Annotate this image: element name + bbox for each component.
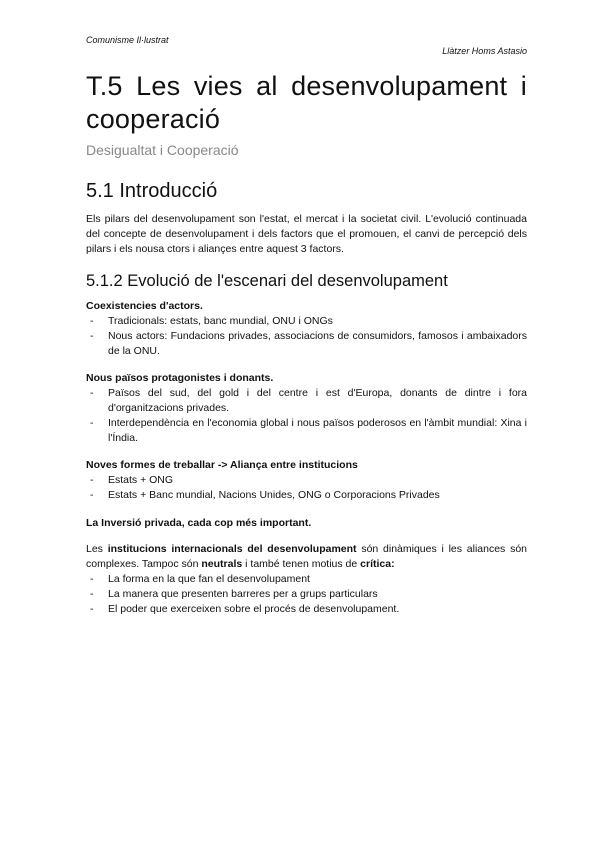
intro-paragraph: Els pilars del desenvolupament son l'estat, el mercat i la societat civil. L'evolució continuada del concepte de desenvolupament i dels factors que el promouen, el canvi de percepció dels pilars i els nousa ctors i aliançes entre aquest 3 factors.	[86, 213, 527, 255]
list-item: - Interdependència en l'economia global i nous països poderosos en l'àmbit mundial: Xina i l'Índia.	[86, 416, 527, 446]
institucions-bold-2: neutrals	[201, 558, 243, 570]
list-item: - El poder que exerceixen sobre el procés de desenvolupament.	[86, 602, 527, 617]
institucions-text-3: i també tenen motius de	[242, 558, 361, 570]
page-content	[86, 70, 527, 617]
list-item: - La manera que presenten barreres per a grups particulars	[86, 587, 527, 602]
paisos-list	[86, 386, 527, 446]
actors-title: Coexistencies d'actors.	[86, 300, 203, 312]
institucions-bold-1: institucions internacionals del desenvolupament	[107, 543, 357, 555]
subsection-heading: 5.1.2 Evolució de l'escenari del desenvolupament	[86, 272, 448, 290]
list-item: - Estats + ONG	[86, 473, 527, 488]
header-document-name: Comunisme Il·lustrat	[86, 35, 169, 45]
formes-list	[86, 473, 527, 503]
institucions-bold-3: crítica:	[360, 558, 395, 570]
list-item: - La forma en la que fan el desenvolupament	[86, 572, 527, 587]
list-item: - Nous actors: Fundacions privades, associacions de consumidors, famosos i ambaixadors de la ONU.	[86, 329, 527, 359]
actors-list	[86, 314, 527, 359]
list-item: - Estats + Banc mundial, Nacions Unides, ONG o Corporacions Privades	[86, 488, 527, 503]
institucions-text-2: són dinàmiques i les aliances són complexes. Tampoc són	[86, 543, 527, 570]
page-title: T.5 Les vies al desenvolupament i cooperació	[86, 71, 527, 134]
institucions-text-1: Les	[86, 543, 108, 555]
paisos-title: Nous països protagonistes i donants.	[86, 372, 274, 384]
inversio-title: La Inversió privada, cada cop més important.	[86, 517, 312, 529]
institucions-list	[86, 572, 527, 617]
page-subtitle: Desigualtat i Cooperació	[86, 142, 239, 158]
header-author: Llàtzer Homs Astasio	[442, 46, 527, 56]
list-item: - Països del sud, del gold i del centre i est d'Europa, donants de dintre i fora d'organitzacions privades.	[86, 386, 527, 416]
formes-title: Noves formes de treballar -> Aliança entre institucions	[86, 459, 358, 471]
list-item: - Tradicionals: estats, banc mundial, ONU i ONGs	[86, 314, 527, 329]
institucions-paragraph	[86, 542, 527, 572]
section-heading: 5.1 Introducció	[86, 180, 218, 202]
